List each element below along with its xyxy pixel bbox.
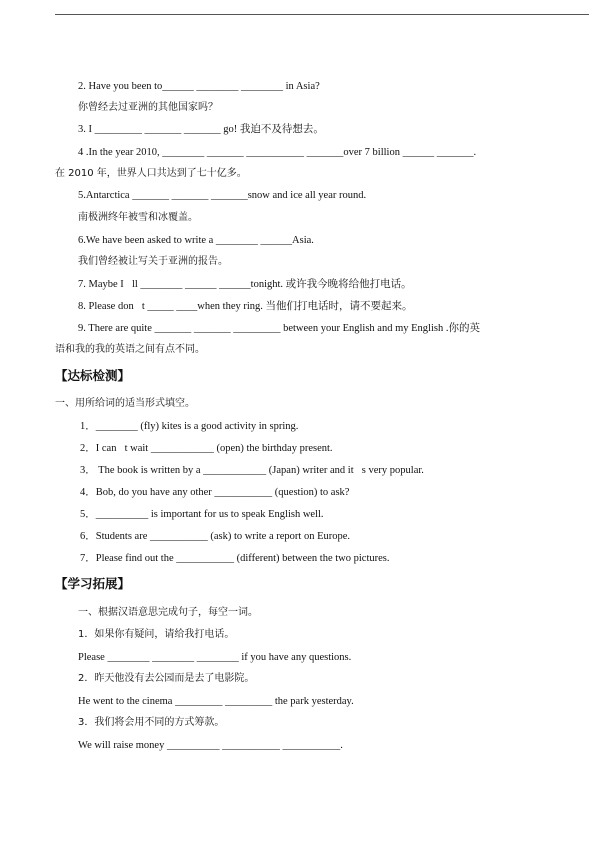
exercise-translation: 我们曾经被让写关于亚洲的报告。: [78, 256, 228, 267]
exercise-line: 4 .In the year 2010, ________ _______ ___________ _______over 7 billion ______ _______.: [78, 147, 477, 158]
exercise-translation: 南极洲终年被雪和冰覆盖。: [78, 212, 198, 223]
exercise-line: 2. Have you been to______ ________ ________ in Asia?: [78, 81, 320, 92]
exercise-translation: 在 2010 年，世界人口共达到了七十亿多。: [55, 168, 247, 179]
extend-prompt: 1．如果你有疑问，请给我打电话。: [78, 629, 235, 640]
extend-prompt: 3．我们将会用不同的方式筹款。: [78, 717, 225, 728]
exercise-line: 7. Maybe I ll ________ ______ ______tonight. 或许我今晚将给他打电话。: [78, 279, 412, 290]
exercise-line: 9. There are quite _______ _______ _________ between your English and my English .你的英: [78, 323, 480, 334]
section-heading-test: 【达标检测】: [55, 368, 131, 383]
exercise-translation: 语和我的我的英语之间有点不同。: [55, 344, 205, 355]
page-top-rule: [55, 14, 589, 15]
fill-blank-item: 6．Students are ___________ (ask) to write a report on Europe.: [80, 531, 351, 542]
extend-answer-line: Please ________ ________ ________ if you have any questions.: [78, 652, 352, 663]
section-instruction: 一、根据汉语意思完成句子，每空一词。: [78, 607, 258, 618]
section-instruction: 一、用所给词的适当形式填空。: [55, 398, 195, 409]
exercise-line: 6.We have been asked to write a ________ ______Asia.: [78, 235, 314, 246]
fill-blank-item: 4．Bob, do you have any other ___________ (question) to ask?: [80, 487, 350, 498]
exercise-translation: 你曾经去过亚洲的其他国家吗？: [78, 102, 218, 113]
fill-blank-item: 2．I can t wait ____________ (open) the birthday present.: [80, 443, 333, 454]
extend-answer-line: We will raise money __________ ___________ ___________.: [78, 740, 343, 751]
fill-blank-item: 1．________ (fly) kites is a good activity in spring.: [80, 421, 299, 432]
exercise-line: 5.Antarctica _______ _______ _______snow and ice all year round.: [78, 190, 367, 201]
fill-blank-item: 5．__________ is important for us to speak English well.: [80, 509, 324, 520]
extend-prompt: 2．昨天他没有去公园而是去了电影院。: [78, 673, 255, 684]
fill-blank-item: 3． The book is written by a ____________ (Japan) writer and it s very popular.: [80, 465, 424, 476]
section-heading-extend: 【学习拓展】: [55, 576, 131, 591]
fill-blank-item: 7．Please find out the ___________ (different) between the two pictures.: [80, 553, 390, 564]
exercise-line: 8. Please don t _____ ____when they ring. 当他们打电话时，请不要起来。: [78, 301, 413, 312]
exercise-line: 3. I _________ _______ _______ go! 我迫不及待想去。: [78, 124, 324, 135]
extend-answer-line: He went to the cinema _________ _________ the park yesterday.: [78, 696, 354, 707]
